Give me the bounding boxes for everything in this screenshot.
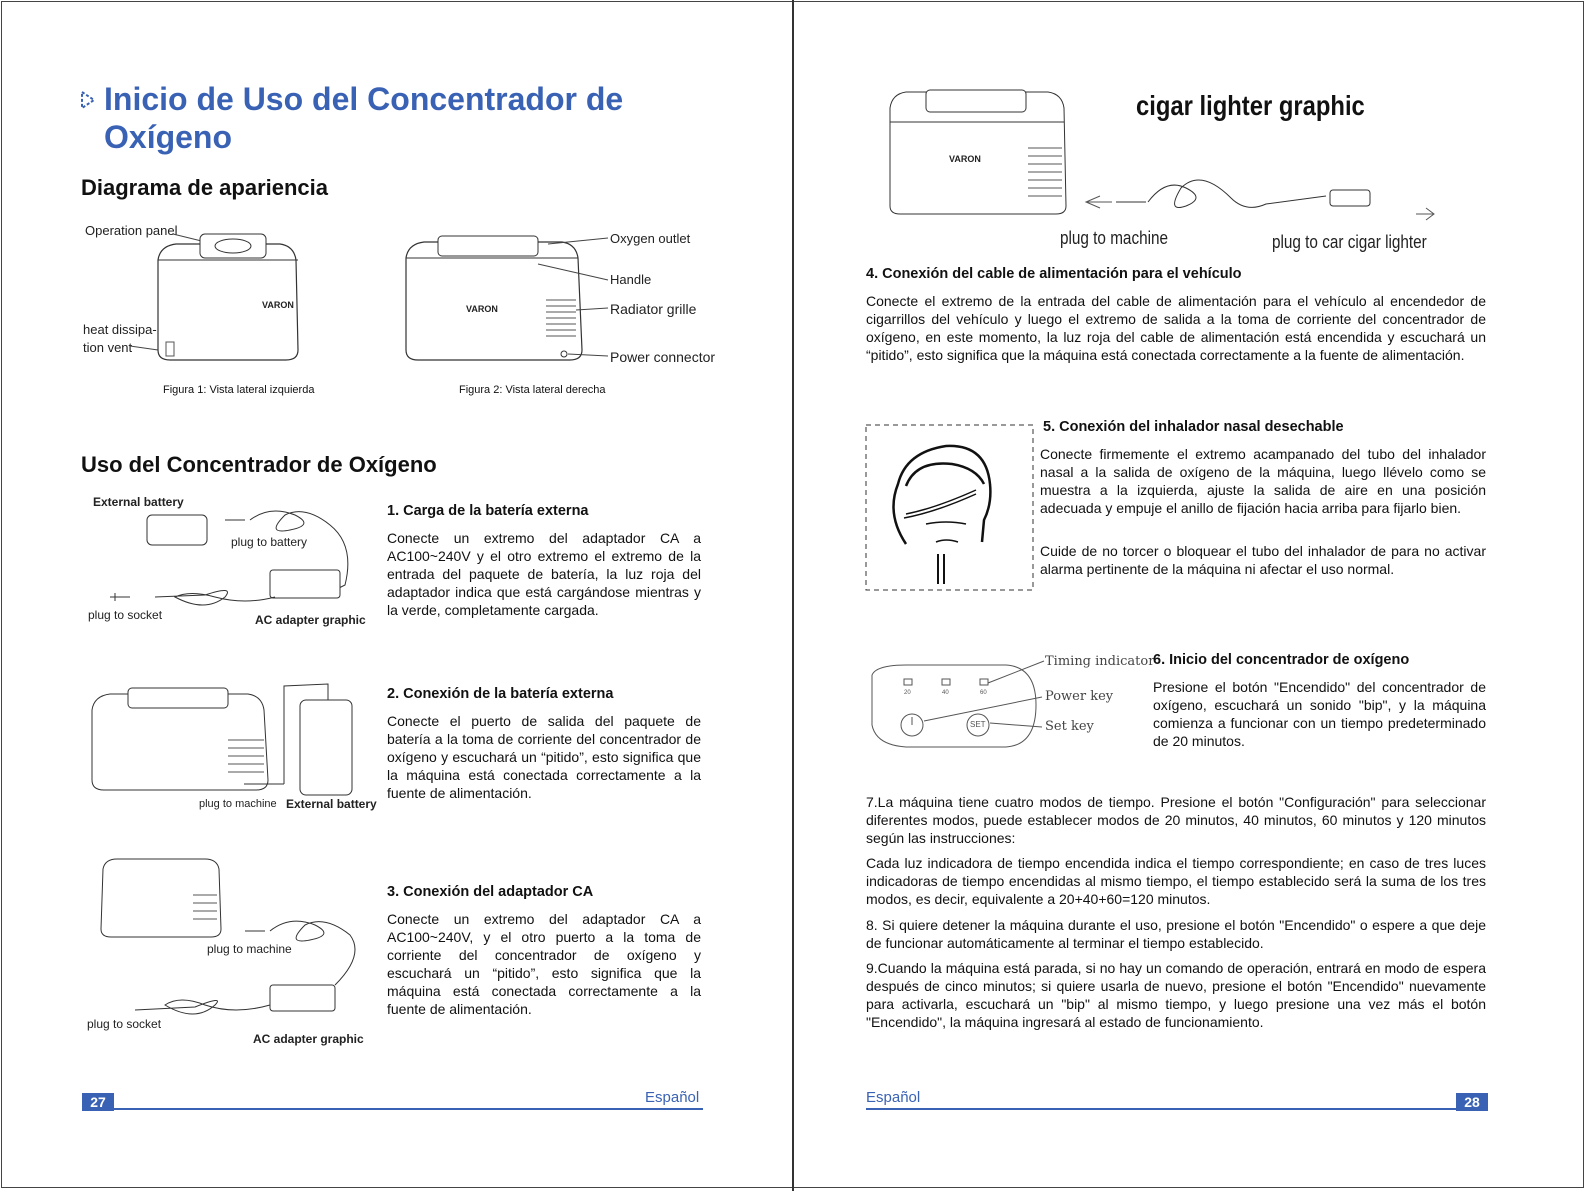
step-8-text: 8. Si quiere detener la máquina durante el uso, presione el botón "Encendido" o espere a que deje de funcionar automáticamente al terminar el tiempo establecido. [866, 917, 1486, 951]
timing-60-label: 60 [980, 690, 987, 696]
label-plug-socket-1: plug to socket [88, 608, 163, 622]
nasal-cannula-illustration [866, 424, 1036, 592]
step-3-text: Conecte un extremo del adaptador CA a AC100~240V, y el otro puerto a la toma de corriente del concentrador de oxígeno y escuchará un “pitido”, esto significa que la máquina está conectada correctamente a la fuente de alimentación. [387, 911, 701, 1017]
footer-language-left: Español [645, 1089, 700, 1106]
figure-1-machine-left-view [80, 220, 340, 380]
page-title-line1: Inicio de Uso del Concentrador de [104, 81, 624, 117]
timing-20-label: 20 [904, 690, 911, 696]
cigar-graphic-title: cigar lighter graphic [1136, 90, 1365, 121]
control-panel-illustration [866, 655, 1046, 755]
label-power-key: Power key [1045, 689, 1114, 704]
timing-40-label: 40 [942, 690, 949, 696]
label-handle: Handle [610, 272, 652, 287]
step-4-heading: 4. Conexión del cable de alimentación para el vehículo [866, 266, 1242, 282]
footer-rule-left [114, 1108, 703, 1110]
label-plug-socket-3: plug to socket [87, 1017, 162, 1031]
label-plug-battery: plug to battery [231, 535, 308, 549]
step-2-text: Conecte el puerto de salida del paquete de batería a la toma de corriente del concentrador de oxígeno y escuchará un “pitido”, esto significa que la máquina está conectada correctamente a la fuente de alimentación. [387, 713, 701, 801]
brand-logo-cigar: VARON [949, 154, 981, 164]
label-timing-indicator: Timing indicator [1045, 654, 1155, 669]
label-plug-machine-3: plug to machine [207, 942, 292, 956]
label-ac-adapter-1: AC adapter graphic [255, 613, 366, 627]
title-bullet-icon [80, 90, 96, 110]
brand-logo-fig2: VARON [466, 304, 498, 314]
label-ac-adapter-3: AC adapter graphic [253, 1032, 364, 1046]
section-heading-appearance: Diagrama de apariencia [81, 175, 329, 200]
step-5-heading: 5. Conexión del inhalador nasal desechable [1043, 419, 1344, 435]
step-7-detail-text: Cada luz indicadora de tiempo encendida indica el tiempo correspondiente; en caso de tres luces indicadoras de tiempo encendidas al mismo tiempo, el tiempo establecido será la suma de los tres modos, es decir, equivalente a 20+40+60=120 minutos. [866, 855, 1486, 907]
figure-2-caption: Figura 2: Vista lateral derecha [459, 384, 606, 396]
step-3-heading: 3. Conexión del adaptador CA [387, 884, 594, 900]
footer-language-right: Español [866, 1089, 921, 1106]
page-number-left: 27 [82, 1093, 114, 1111]
label-external-battery-2: External battery [286, 797, 377, 811]
step-1-charging-illustration [85, 505, 365, 615]
page-title-line2: Oxígeno [104, 119, 233, 155]
step-9-text: 9.Cuando la máquina está parada, si no hay un comando de operación, entrará en modo de espera después de cinco minutos; si quiere usarla de nuevo, presione el botón "Encendido" nuevamente para activarla, escuchará un "bip" al mismo tiempo, y luego presione una vez más el botón "Encendido", la máquina ingresará al estado de funcionamiento. [866, 960, 1486, 1030]
label-plug-machine-cigar: plug to machine [1060, 228, 1169, 248]
figure-2-machine-right-view [398, 230, 608, 380]
label-radiator-grille: Radiator grille [610, 301, 697, 317]
label-external-battery-1: External battery [93, 495, 184, 509]
label-plug-machine-2: plug to machine [199, 798, 277, 810]
figure-1-caption: Figura 1: Vista lateral izquierda [163, 384, 315, 396]
step-1-heading: 1. Carga de la batería externa [387, 503, 589, 519]
step-5-text-2: Cuide de no torcer o bloquear el tubo del inhalador de para no activar alarma pertinente de la máquina ni afectar el uso normal. [1040, 543, 1486, 577]
step-2-heading: 2. Conexión de la batería externa [387, 686, 614, 702]
step-4-text: Conecte el extremo de la entrada del cable de alimentación para el vehículo al encendedor de cigarrillos del vehículo y luego el extremo de salida a la toma de corriente del concentrador de oxígeno, en este momento, la luz roja del cable de alimentación está encendida y escuchará un “pitido”, esto significa que la máquina está conectada correctamente a la fuente de alimentación. [866, 293, 1486, 363]
label-operation-panel: Operation panel [85, 223, 178, 238]
label-heat-vent-2: tion vent [83, 340, 133, 355]
label-heat-vent-1: heat dissipa- [83, 322, 157, 337]
step-6-heading: 6. Inicio del concentrador de oxígeno [1153, 652, 1410, 668]
footer-rule-right [866, 1108, 1456, 1110]
label-set-key: Set key [1045, 719, 1094, 734]
step-7-text: 7.La máquina tiene cuatro modos de tiempo. Presione el botón "Configuración" para seleccionar diferentes modos, puede establecer modos de 20 minutos, 40 minutos, 60 minutos y 120 minutos según las instrucciones: [866, 794, 1486, 846]
step-6-text: Presione el botón "Encendido" del concentrador de oxígeno, escuchará un sonido "bip", y la máquina comienza a funcionar con un tiempo predeterminado de 20 minutos. [1153, 679, 1486, 749]
step-2-battery-connection-illustration [88, 680, 378, 800]
page-number-right: 28 [1456, 1093, 1488, 1111]
label-power-connector: Power connector [610, 349, 716, 365]
label-plug-car-lighter: plug to car cigar lighter [1272, 232, 1427, 252]
step-1-text: Conecte un extremo del adaptador CA a AC100~240V y el otro extremo el extremo de la entrada del paquete de batería, la luz roja del adaptador indica que está cargándose mientras y la verde, completamente cargada. [387, 530, 701, 618]
section-heading-usage: Uso del Concentrador de Oxígeno [81, 452, 437, 477]
label-oxygen-outlet: Oxygen outlet [610, 231, 691, 246]
brand-logo-fig1: VARON [262, 300, 294, 310]
set-button-label: SET [970, 720, 986, 729]
step-5-text-1: Conecte firmemente el extremo acampanado del tubo del inhalador nasal a la salida de oxígeno de la máquina, luego llévelo como se muestra a la izquierda, ajuste la salida de aire en una posición adecuada y empuje el anillo de fijación hacia arriba para fijarlo bien. [1040, 446, 1486, 516]
book-spine [792, 0, 794, 1191]
